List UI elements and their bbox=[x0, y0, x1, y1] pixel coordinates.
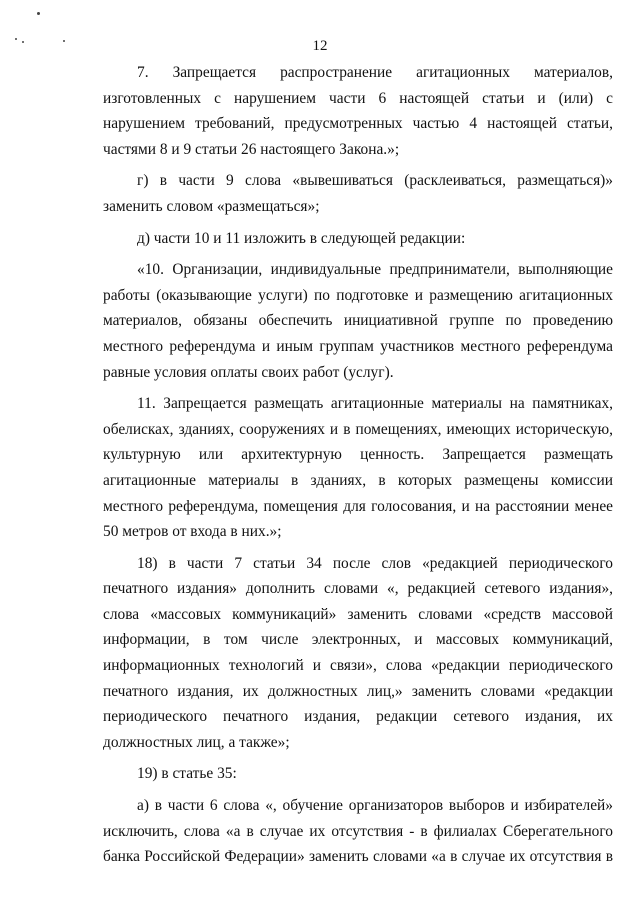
paragraph-item-10: «10. Организации, индивидуальные предприниматели, выполняющие работы (оказывающие услуги) по подготовке и размещению агитационных материалов, обязаны обеспечить инициативной группе по проведению местного референдума и иным группам участников местного референдума равные условия оплаты своих работ (услуг). bbox=[103, 261, 613, 381]
document-body bbox=[103, 60, 613, 876]
paragraph-item-18: 18) в части 7 статьи 34 после слов «редакцией периодического печатного издания» дополнить словами «, редакцией сетевого издания», слова «массовых коммуникаций» заменить словами «средств массовой информации, в том числе электронных, и массовых коммуникаций, информационных технологий и связи», слова «редакции периодического печатного издания, их должностных лиц,» заменить словами «редакции периодического печатного издания, редакции сетевого издания, их должностных лиц, а также»; bbox=[103, 554, 613, 751]
paragraph-subitem-a: а) в части 6 слова «, обучение организаторов выборов и избирателей» исключить, слова «а в случае их отсутствия - в филиалах Сберегательного банка Российской Федерации» заменить словами «а в случае их отсутствия в bbox=[103, 797, 613, 866]
paragraph-item-11: 11. Запрещается размещать агитационные материалы на памятниках, обелисках, зданиях, сооружениях и в помещениях, имеющих историческую, культурную или архитектурную ценность. Запрещается размещать агитационные материалы в зданиях, в которых размещены комиссии местного референдума, помещения для голосования, и на расстоянии менее 50 метров от входа в них.»; bbox=[103, 395, 613, 541]
paragraph-subitem-d: д) части 10 и 11 изложить в следующей редакции: bbox=[137, 229, 466, 247]
scan-speck bbox=[37, 12, 40, 15]
paragraph-subitem-g: г) в части 9 слова «вывешиваться (расклеиваться, размещаться)» заменить словом «размещаться»; bbox=[103, 172, 613, 215]
page-number: 12 bbox=[312, 38, 328, 54]
paragraph-item-7: 7. Запрещается распространение агитационных материалов, изготовленных с нарушением части 6 настоящей статьи и (или) с нарушением требований, предусмотренных частью 4 настоящей статьи, частями 8 и 9 статьи 26 настоящего Закона.»; bbox=[103, 64, 613, 158]
paragraph-item-19: 19) в статье 35: bbox=[137, 765, 237, 783]
